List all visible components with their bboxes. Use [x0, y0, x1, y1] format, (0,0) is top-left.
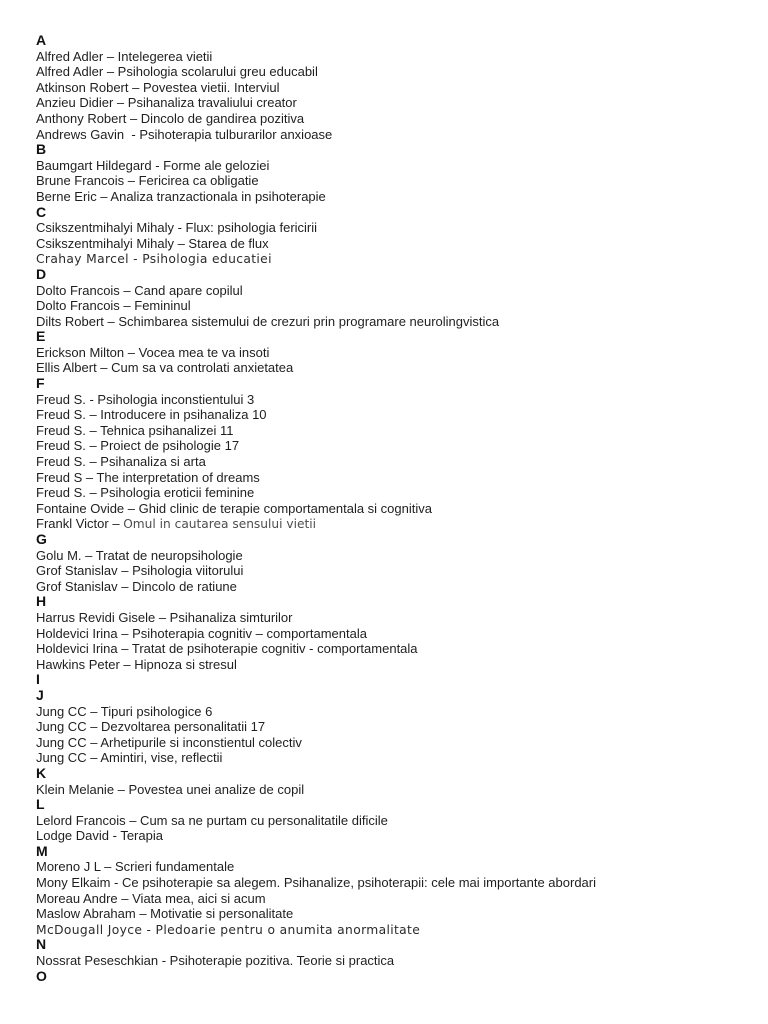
- book-entry: [36, 750, 758, 766]
- book-entry-text: Freud S. – Proiect de psihologie 17: [36, 438, 240, 454]
- book-list: [36, 33, 758, 984]
- section-letter: F: [36, 375, 45, 392]
- section-letter: L: [36, 796, 45, 813]
- book-entry: [36, 158, 758, 174]
- book-entry-text: Freud S. – Introducere in psihanaliza 10: [36, 407, 267, 423]
- book-entry-text: Andrews Gavin - Psihoterapia tulburarilor anxioase: [36, 126, 333, 142]
- book-entry: [36, 251, 758, 267]
- book-entry: [36, 80, 758, 96]
- book-entry-text: Grof Stanislav – Psihologia viitorului: [36, 563, 244, 579]
- book-entry: [36, 610, 758, 626]
- book-entry: [36, 501, 758, 517]
- section-letter: B: [36, 141, 47, 158]
- book-entry: [36, 485, 758, 501]
- book-entry-text: Freud S. – Tehnica psihanalizei 11: [36, 422, 234, 438]
- book-entry-text: Jung CC – Amintiri, vise, reflectii: [36, 750, 223, 766]
- book-entry: [36, 236, 758, 252]
- book-entry: [36, 345, 758, 361]
- book-entry-text: Grof Stanislav – Dincolo de ratiune: [36, 578, 237, 594]
- book-entry-text: Dolto Francois – Cand apare copilul: [36, 282, 243, 298]
- book-entry-text: Maslow Abraham – Motivatie si personalitate: [36, 906, 294, 922]
- book-entry: [36, 111, 758, 127]
- document-page: [36, 33, 758, 984]
- book-entry-text: Lodge David - Terapia: [36, 828, 163, 844]
- book-entry-text: Klein Melanie – Povestea unei analize de copil: [36, 781, 305, 797]
- section-letter: O: [36, 967, 47, 984]
- book-entry-text: Jung CC – Arhetipurile si inconstientul colectiv: [36, 734, 302, 750]
- book-entry-text: Erickson Milton – Vocea mea te va insoti: [36, 344, 270, 360]
- book-entry: [36, 127, 758, 143]
- book-entry: [36, 704, 758, 720]
- book-entry-text: Baumgart Hildegard - Forme ale geloziei: [36, 157, 270, 173]
- book-entry: [36, 828, 758, 844]
- book-entry: [36, 953, 758, 969]
- section-letter: E: [36, 328, 46, 345]
- section-letter: M: [36, 842, 48, 859]
- book-entry: [36, 626, 758, 642]
- book-entry: [36, 579, 758, 595]
- book-entry: [36, 516, 758, 532]
- book-entry: [36, 657, 758, 673]
- section-letter: H: [36, 593, 47, 610]
- book-entry: [36, 173, 758, 189]
- book-entry: [36, 782, 758, 798]
- section-letter: C: [36, 203, 47, 220]
- section-letter: A: [36, 32, 47, 48]
- book-entry-text: Holdevici Irina – Psihoterapia cognitiv – comportamentala: [36, 625, 367, 641]
- book-entry-text: Alfred Adler – Intelegerea vietii: [36, 48, 213, 64]
- book-entry: [36, 563, 758, 579]
- book-entry: [36, 735, 758, 751]
- book-entry-text: Moreau Andre – Viata mea, aici si acum: [36, 890, 266, 906]
- book-entry-text: Anzieu Didier – Psihanaliza travaliului creator: [36, 95, 297, 111]
- book-entry-text: Holdevici Irina – Tratat de psihoterapie cognitiv - comportamentala: [36, 641, 418, 657]
- book-entry: [36, 360, 758, 376]
- book-entry: [36, 298, 758, 314]
- book-entry-text: Mony Elkaim - Ce psihoterapie sa alegem. Psihanalize, psihoterapii: cele mai importante abordari: [36, 875, 596, 891]
- book-entry-text-secondary: Omul in cautarea sensului vietii: [123, 517, 317, 532]
- book-entry-text: Frankl Victor –: [36, 516, 124, 532]
- book-entry: [36, 470, 758, 486]
- book-entry-text: Fontaine Ovide – Ghid clinic de terapie comportamentala si cognitiva: [36, 500, 432, 516]
- section-letter: K: [36, 764, 47, 781]
- book-entry-text: Dolto Francois – Femininul: [36, 298, 191, 314]
- book-entry: [36, 906, 758, 922]
- book-entry: [36, 548, 758, 564]
- book-entry: [36, 423, 758, 439]
- book-entry: [36, 314, 758, 330]
- section-letter: J: [36, 686, 44, 703]
- book-entry-text: Ellis Albert – Cum sa va controlati anxietatea: [36, 360, 294, 376]
- book-entry-text: Freud S – The interpretation of dreams: [36, 469, 260, 485]
- section-letter: N: [36, 936, 47, 953]
- book-entry-text: Freud S. – Psihologia eroticii feminine: [36, 485, 255, 501]
- book-entry-text: Freud S. – Psihanaliza si arta: [36, 454, 206, 470]
- book-entry: [36, 189, 758, 205]
- book-entry: [36, 438, 758, 454]
- book-entry-text: Crahay Marcel - Psihologia educatiei: [36, 252, 272, 267]
- book-entry: [36, 859, 758, 875]
- book-entry-text: Alfred Adler – Psihologia scolarului greu educabil: [36, 64, 318, 80]
- book-entry-text: Berne Eric – Analiza tranzactionala in psihoterapie: [36, 188, 326, 204]
- book-entry-text: Freud S. - Psihologia inconstientului 3: [36, 391, 255, 407]
- book-entry-text: Csikszentmihalyi Mihaly – Starea de flux: [36, 235, 269, 251]
- book-entry-text: Harrus Revidi Gisele – Psihanaliza simturilor: [36, 609, 293, 625]
- book-entry-text: Moreno J L – Scrieri fundamentale: [36, 859, 235, 875]
- book-entry-text: Dilts Robert – Schimbarea sistemului de crezuri prin programare neurolingvistica: [36, 313, 500, 329]
- book-entry-text: Anthony Robert – Dincolo de gandirea pozitiva: [36, 110, 305, 126]
- book-entry: [36, 875, 758, 891]
- book-entry-text: Atkinson Robert – Povestea vietii. Interviul: [36, 79, 280, 95]
- book-entry: [36, 407, 758, 423]
- book-entry-text: Brune Francois – Fericirea ca obligatie: [36, 173, 259, 189]
- book-entry: [36, 454, 758, 470]
- section-letter: D: [36, 265, 47, 282]
- book-entry: [36, 49, 758, 65]
- book-entry-text: Jung CC – Tipuri psihologice 6: [36, 703, 213, 719]
- book-entry: [36, 64, 758, 80]
- book-entry: [36, 220, 758, 236]
- book-entry: [36, 813, 758, 829]
- book-entry-text: Hawkins Peter – Hipnoza si stresul: [36, 656, 237, 672]
- book-entry-text: Lelord Francois – Cum sa ne purtam cu personalitatile dificile: [36, 812, 388, 828]
- book-entry-text: Jung CC – Dezvoltarea personalitatii 17: [36, 719, 266, 735]
- book-entry: [36, 641, 758, 657]
- book-entry: [36, 283, 758, 299]
- book-entry: [36, 891, 758, 907]
- book-entry-text: Nossrat Peseschkian - Psihoterapie pozitiva. Teorie si practica: [36, 953, 395, 969]
- section-letter: I: [36, 671, 40, 688]
- book-entry: [36, 392, 758, 408]
- book-entry-text: Golu M. – Tratat de neuropsihologie: [36, 547, 243, 563]
- book-entry: [36, 922, 758, 938]
- book-entry-text: Csikszentmihalyi Mihaly - Flux: psihologia fericirii: [36, 220, 318, 236]
- section-letter: G: [36, 531, 47, 547]
- book-entry: [36, 719, 758, 735]
- book-entry: [36, 95, 758, 111]
- book-entry-text: McDougall Joyce - Pledoarie pentru o anumita anormalitate: [36, 922, 421, 937]
